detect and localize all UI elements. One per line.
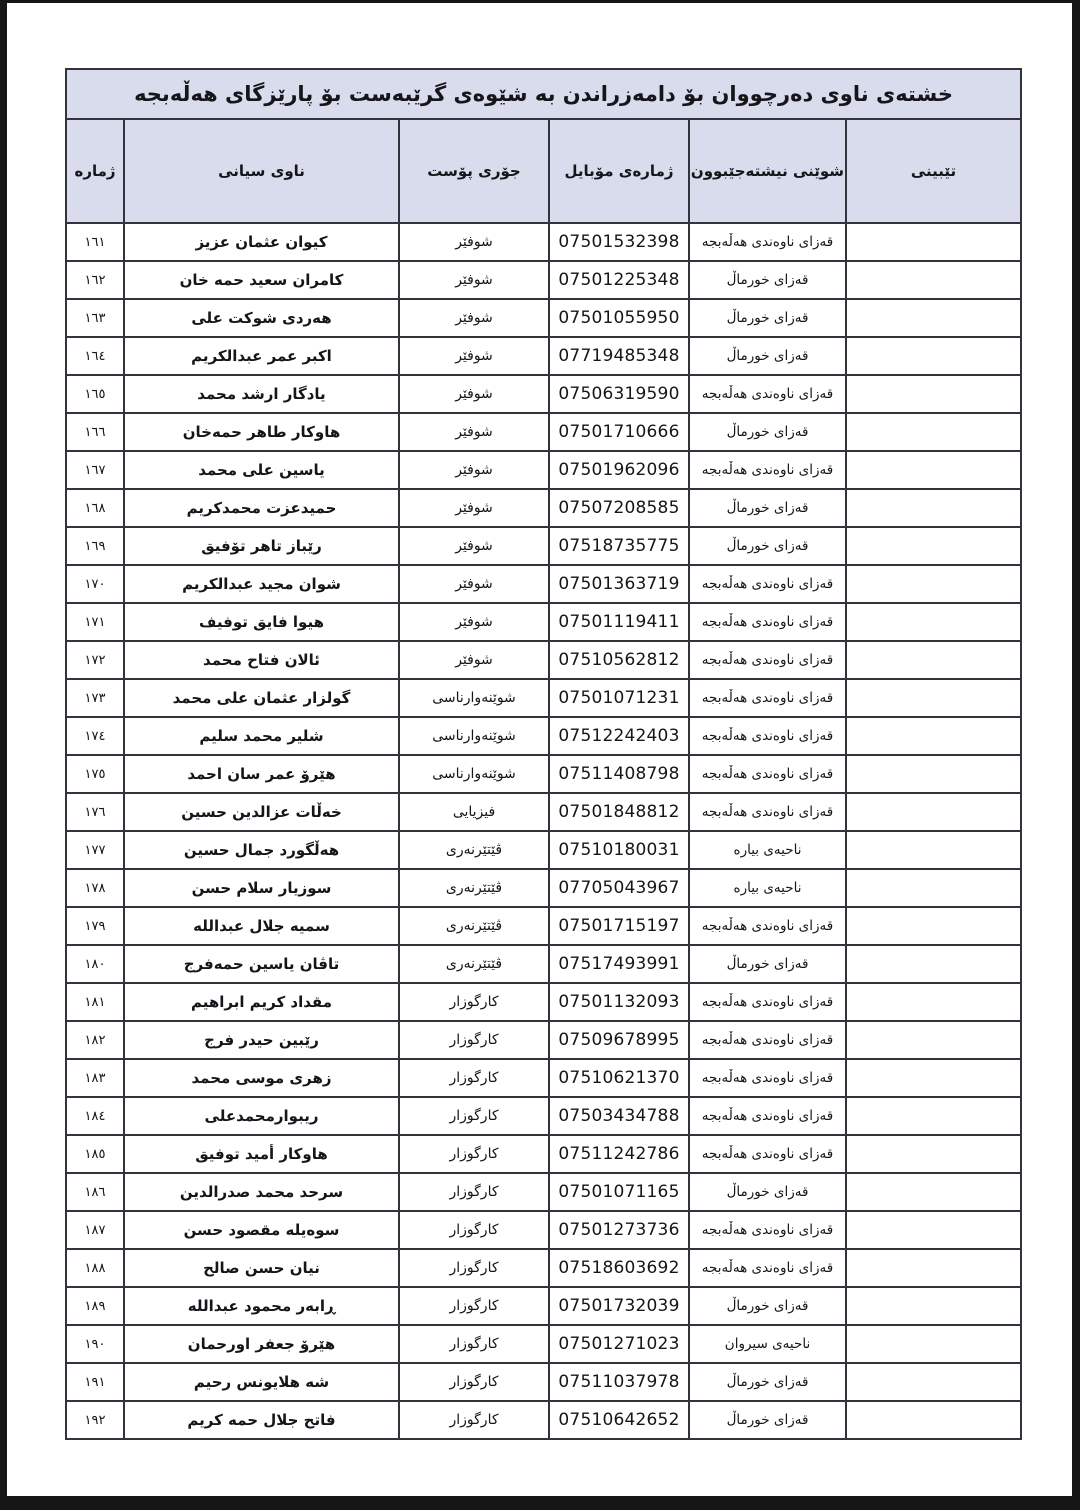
table-row [66, 869, 1021, 907]
cell-mobile: 07510180031 [549, 831, 689, 869]
cell-name: شلير محمد سليم [124, 717, 399, 755]
cell-mobile: 07719485348 [549, 337, 689, 375]
column-header-number: ژماره [66, 119, 124, 223]
cell-note [846, 1059, 1021, 1097]
cell-number: ١٧٦ [66, 793, 124, 831]
cell-name: شوان مجيد عبدالكريم [124, 565, 399, 603]
cell-note [846, 755, 1021, 793]
cell-post: كارگوزار [399, 1363, 549, 1401]
table-row [66, 717, 1021, 755]
cell-name: رێباز تاهر تۆفيق [124, 527, 399, 565]
table-body [66, 223, 1021, 1439]
cell-residence: قەزای خورماڵ [689, 261, 846, 299]
cell-post: شوێنەوارناسی [399, 679, 549, 717]
cell-mobile: 07518735775 [549, 527, 689, 565]
table-row [66, 223, 1021, 261]
cell-mobile: 07501119411 [549, 603, 689, 641]
cell-residence: قەزای خورماڵ [689, 1401, 846, 1439]
cell-residence: قەزای ناوەندی هەڵەبجە [689, 1249, 846, 1287]
table-row [66, 945, 1021, 983]
table-row [66, 1097, 1021, 1135]
table-row [66, 299, 1021, 337]
table-row [66, 679, 1021, 717]
table-row [66, 527, 1021, 565]
cell-mobile: 07501071231 [549, 679, 689, 717]
cell-post: كارگوزار [399, 1325, 549, 1363]
cell-note [846, 869, 1021, 907]
cell-mobile: 07501848812 [549, 793, 689, 831]
cell-note [846, 1363, 1021, 1401]
cell-note [846, 223, 1021, 261]
cell-number: ١٨٣ [66, 1059, 124, 1097]
cell-residence: قەزای ناوەندی هەڵەبجە [689, 603, 846, 641]
cell-number: ١٧٩ [66, 907, 124, 945]
cell-number: ١٦٣ [66, 299, 124, 337]
cell-number: ١٧٠ [66, 565, 124, 603]
cell-name: سرحد محمد صدرالدين [124, 1173, 399, 1211]
cell-residence: قەزای خورماڵ [689, 1173, 846, 1211]
cell-number: ١٨٩ [66, 1287, 124, 1325]
cell-mobile: 07501055950 [549, 299, 689, 337]
cell-number: ١٧٧ [66, 831, 124, 869]
cell-name: هاوكار طاهر حمەخان [124, 413, 399, 451]
cell-mobile: 07501271023 [549, 1325, 689, 1363]
table-title-row [66, 69, 1021, 119]
cell-note [846, 603, 1021, 641]
cell-name: شه هلایونس رحیم [124, 1363, 399, 1401]
cell-number: ١٨٧ [66, 1211, 124, 1249]
cell-number: ١٩٢ [66, 1401, 124, 1439]
cell-number: ١٧٨ [66, 869, 124, 907]
cell-name: هەردی شوکت علی [124, 299, 399, 337]
cell-residence: قەزای خورماڵ [689, 1287, 846, 1325]
cell-residence: قەزای ناوەندی هەڵەبجە [689, 793, 846, 831]
document-sheet [7, 3, 1072, 1496]
cell-number: ١٧٢ [66, 641, 124, 679]
cell-post: شوفێر [399, 565, 549, 603]
cell-number: ١٨٤ [66, 1097, 124, 1135]
cell-note [846, 831, 1021, 869]
cell-name: هەڵگورد جمال حسين [124, 831, 399, 869]
cell-note [846, 375, 1021, 413]
table-row [66, 1363, 1021, 1401]
cell-note [846, 1287, 1021, 1325]
cell-note [846, 1173, 1021, 1211]
cell-name: خەڵات عزالدين حسين [124, 793, 399, 831]
cell-name: هاوكار أميد توفيق [124, 1135, 399, 1173]
cell-post: ڤێتێرنەری [399, 907, 549, 945]
cell-mobile: 07509678995 [549, 1021, 689, 1059]
cell-note [846, 337, 1021, 375]
cell-mobile: 07510621370 [549, 1059, 689, 1097]
cell-mobile: 07501132093 [549, 983, 689, 1021]
cell-number: ١٧١ [66, 603, 124, 641]
table-row [66, 1059, 1021, 1097]
table-row [66, 565, 1021, 603]
cell-number: ١٨٦ [66, 1173, 124, 1211]
cell-residence: قەزای ناوەندی هەڵەبجە [689, 717, 846, 755]
cell-residence: قەزای خورماڵ [689, 337, 846, 375]
cell-number: ١٧٤ [66, 717, 124, 755]
table-row [66, 337, 1021, 375]
cell-residence: قەزای خورماڵ [689, 299, 846, 337]
cell-residence: قەزای ناوەندی هەڵەبجە [689, 1211, 846, 1249]
cell-post: كارگوزار [399, 1135, 549, 1173]
cell-post: كارگوزار [399, 1401, 549, 1439]
cell-residence: قەزای ناوەندی هەڵەبجە [689, 565, 846, 603]
cell-mobile: 07511037978 [549, 1363, 689, 1401]
cell-name: حميدعزت محمدكريم [124, 489, 399, 527]
cell-name: سوەيلە مقصود حسن [124, 1211, 399, 1249]
cell-name: اكبر عمر عبدالكريم [124, 337, 399, 375]
cell-name: سميه جلال عبدالله [124, 907, 399, 945]
cell-mobile: 07506319590 [549, 375, 689, 413]
table-row [66, 261, 1021, 299]
cell-residence: ناحیەی سیروان [689, 1325, 846, 1363]
cell-residence: قەزای خورماڵ [689, 1363, 846, 1401]
table-row [66, 1249, 1021, 1287]
cell-post: ڤێتێرنەری [399, 869, 549, 907]
cell-post: فيزيايی [399, 793, 549, 831]
cell-name: فاتح جلال حمه كريم [124, 1401, 399, 1439]
cell-name: هێرۆ عمر سان احمد [124, 755, 399, 793]
cell-note [846, 945, 1021, 983]
cell-number: ١٧٥ [66, 755, 124, 793]
cell-name: تاڤان ياسين حمەفرج [124, 945, 399, 983]
column-header-residence: شوێنی نیشتەجێبوون [689, 119, 846, 223]
cell-post: كارگوزار [399, 1059, 549, 1097]
cell-mobile: 07503434788 [549, 1097, 689, 1135]
cell-post: شوفێر [399, 603, 549, 641]
cell-post: كارگوزار [399, 1287, 549, 1325]
cell-name: نيان حسن صالح [124, 1249, 399, 1287]
cell-residence: قەزای ناوەندی هەڵەبجە [689, 1135, 846, 1173]
cell-name: ياسين على محمد [124, 451, 399, 489]
cell-post: ڤێتێرنەری [399, 945, 549, 983]
cell-residence: قەزای ناوەندی هەڵەبجە [689, 679, 846, 717]
cell-name: كيوان عثمان عزيز [124, 223, 399, 261]
cell-mobile: 07501710666 [549, 413, 689, 451]
cell-name: هێرۆ جعفر اورحمان [124, 1325, 399, 1363]
cell-post: شوفێر [399, 223, 549, 261]
table-row [66, 1401, 1021, 1439]
graduates-table [65, 68, 1022, 1440]
cell-residence: قەزای ناوەندی هەڵەبجە [689, 451, 846, 489]
cell-mobile: 07507208585 [549, 489, 689, 527]
cell-name: كامران سعيد حمه خان [124, 261, 399, 299]
table-row [66, 413, 1021, 451]
table-row [66, 1211, 1021, 1249]
cell-number: ١٦٢ [66, 261, 124, 299]
table-row [66, 907, 1021, 945]
cell-residence: قەزای ناوەندی هەڵەبجە [689, 1059, 846, 1097]
cell-number: ١٧٣ [66, 679, 124, 717]
cell-note [846, 489, 1021, 527]
cell-name: گولزار عثمان على محمد [124, 679, 399, 717]
cell-name: مقداد كريم ابراهيم [124, 983, 399, 1021]
cell-number: ١٨٠ [66, 945, 124, 983]
cell-residence: قەزای ناوەندی هەڵەبجە [689, 755, 846, 793]
cell-name: سوزيار سلام حسن [124, 869, 399, 907]
table-row [66, 1325, 1021, 1363]
cell-post: شوفێر [399, 299, 549, 337]
cell-post: شوێنەوارناسی [399, 717, 549, 755]
cell-residence: ناحیەی بیاره [689, 869, 846, 907]
cell-number: ١٩١ [66, 1363, 124, 1401]
cell-note [846, 717, 1021, 755]
table-row [66, 1021, 1021, 1059]
cell-number: ١٨٢ [66, 1021, 124, 1059]
cell-mobile: 07501732039 [549, 1287, 689, 1325]
cell-number: ١٨٥ [66, 1135, 124, 1173]
cell-mobile: 07518603692 [549, 1249, 689, 1287]
cell-note [846, 1097, 1021, 1135]
cell-mobile: 07501532398 [549, 223, 689, 261]
table-row [66, 375, 1021, 413]
cell-number: ١٦٦ [66, 413, 124, 451]
cell-post: كارگوزار [399, 1249, 549, 1287]
cell-mobile: 07517493991 [549, 945, 689, 983]
cell-post: شوفێر [399, 337, 549, 375]
cell-post: كارگوزار [399, 1097, 549, 1135]
cell-name: ئالان فتاح محمد [124, 641, 399, 679]
cell-note [846, 1249, 1021, 1287]
table-row [66, 489, 1021, 527]
cell-post: شوفێر [399, 375, 549, 413]
cell-mobile: 07501225348 [549, 261, 689, 299]
table-row [66, 1287, 1021, 1325]
cell-number: ١٨١ [66, 983, 124, 1021]
cell-residence: قەزای خورماڵ [689, 527, 846, 565]
cell-number: ١٦٤ [66, 337, 124, 375]
cell-name: ڕابەر محمود عبدالله [124, 1287, 399, 1325]
cell-note [846, 1211, 1021, 1249]
cell-note [846, 1325, 1021, 1363]
cell-post: كارگوزار [399, 1173, 549, 1211]
cell-post: شوێنەوارناسی [399, 755, 549, 793]
cell-mobile: 07511242786 [549, 1135, 689, 1173]
cell-number: ١٦٨ [66, 489, 124, 527]
cell-mobile: 07510642652 [549, 1401, 689, 1439]
cell-note [846, 299, 1021, 337]
cell-post: شوفێر [399, 489, 549, 527]
table-row [66, 983, 1021, 1021]
cell-post: شوفێر [399, 413, 549, 451]
cell-number: ١٦٥ [66, 375, 124, 413]
cell-note [846, 641, 1021, 679]
cell-note [846, 679, 1021, 717]
cell-number: ١٦٩ [66, 527, 124, 565]
cell-mobile: 07511408798 [549, 755, 689, 793]
cell-post: شوفێر [399, 451, 549, 489]
column-header-name: ناوی سیانی [124, 119, 399, 223]
cell-number: ١٨٨ [66, 1249, 124, 1287]
cell-number: ١٦٧ [66, 451, 124, 489]
cell-mobile: 07501363719 [549, 565, 689, 603]
table-row [66, 831, 1021, 869]
table-header-row [66, 119, 1021, 223]
cell-mobile: 07501715197 [549, 907, 689, 945]
cell-post: كارگوزار [399, 983, 549, 1021]
table-row [66, 641, 1021, 679]
cell-note [846, 907, 1021, 945]
table-row [66, 755, 1021, 793]
cell-note [846, 793, 1021, 831]
cell-note [846, 527, 1021, 565]
cell-residence: قەزای خورماڵ [689, 945, 846, 983]
table-row [66, 793, 1021, 831]
cell-post: شوفێر [399, 261, 549, 299]
table-row [66, 1135, 1021, 1173]
cell-name: زهری موسی محمد [124, 1059, 399, 1097]
cell-residence: قەزای ناوەندی هەڵەبجە [689, 375, 846, 413]
cell-residence: قەزای ناوەندی هەڵەبجە [689, 223, 846, 261]
cell-name: هيوا فايق توفيف [124, 603, 399, 641]
column-header-post: جۆری پۆست [399, 119, 549, 223]
cell-note [846, 451, 1021, 489]
cell-note [846, 1021, 1021, 1059]
cell-mobile: 07705043967 [549, 869, 689, 907]
cell-mobile: 07512242403 [549, 717, 689, 755]
cell-note [846, 983, 1021, 1021]
cell-note [846, 1135, 1021, 1173]
cell-residence: قەزای ناوەندی هەڵەبجە [689, 1097, 846, 1135]
cell-number: ١٦١ [66, 223, 124, 261]
cell-mobile: 07501071165 [549, 1173, 689, 1211]
cell-residence: قەزای خورماڵ [689, 413, 846, 451]
cell-mobile: 07501962096 [549, 451, 689, 489]
cell-residence: قەزای ناوەندی هەڵەبجە [689, 641, 846, 679]
cell-number: ١٩٠ [66, 1325, 124, 1363]
cell-note [846, 1401, 1021, 1439]
column-header-mobile: ژمارەی مۆبایل [549, 119, 689, 223]
cell-post: كارگوزار [399, 1021, 549, 1059]
cell-note [846, 261, 1021, 299]
cell-name: ريبوارمحمدعلی [124, 1097, 399, 1135]
cell-residence: قەزای خورماڵ [689, 489, 846, 527]
cell-name: رێبين حيدر فرج [124, 1021, 399, 1059]
cell-post: شوفێر [399, 641, 549, 679]
cell-note [846, 565, 1021, 603]
table-row [66, 603, 1021, 641]
cell-mobile: 07501273736 [549, 1211, 689, 1249]
table-row [66, 1173, 1021, 1211]
cell-residence: قەزای ناوەندی هەڵەبجە [689, 907, 846, 945]
cell-name: يادگار ارشد محمد [124, 375, 399, 413]
cell-note [846, 413, 1021, 451]
cell-residence: قەزای ناوەندی هەڵەبجە [689, 983, 846, 1021]
cell-residence: ناحیەی بیاره [689, 831, 846, 869]
cell-residence: قەزای ناوەندی هەڵەبجە [689, 1021, 846, 1059]
cell-mobile: 07510562812 [549, 641, 689, 679]
cell-post: ڤێتێرنەری [399, 831, 549, 869]
table-row [66, 451, 1021, 489]
document-title: خشتەی ناوی دەرچووان بۆ دامەزراندن بە شێوەی گرێبەست بۆ پارێزگای هەڵەبجە [66, 69, 1021, 119]
cell-post: كارگوزار [399, 1211, 549, 1249]
column-header-note: تێبینی [846, 119, 1021, 223]
cell-post: شوفێر [399, 527, 549, 565]
